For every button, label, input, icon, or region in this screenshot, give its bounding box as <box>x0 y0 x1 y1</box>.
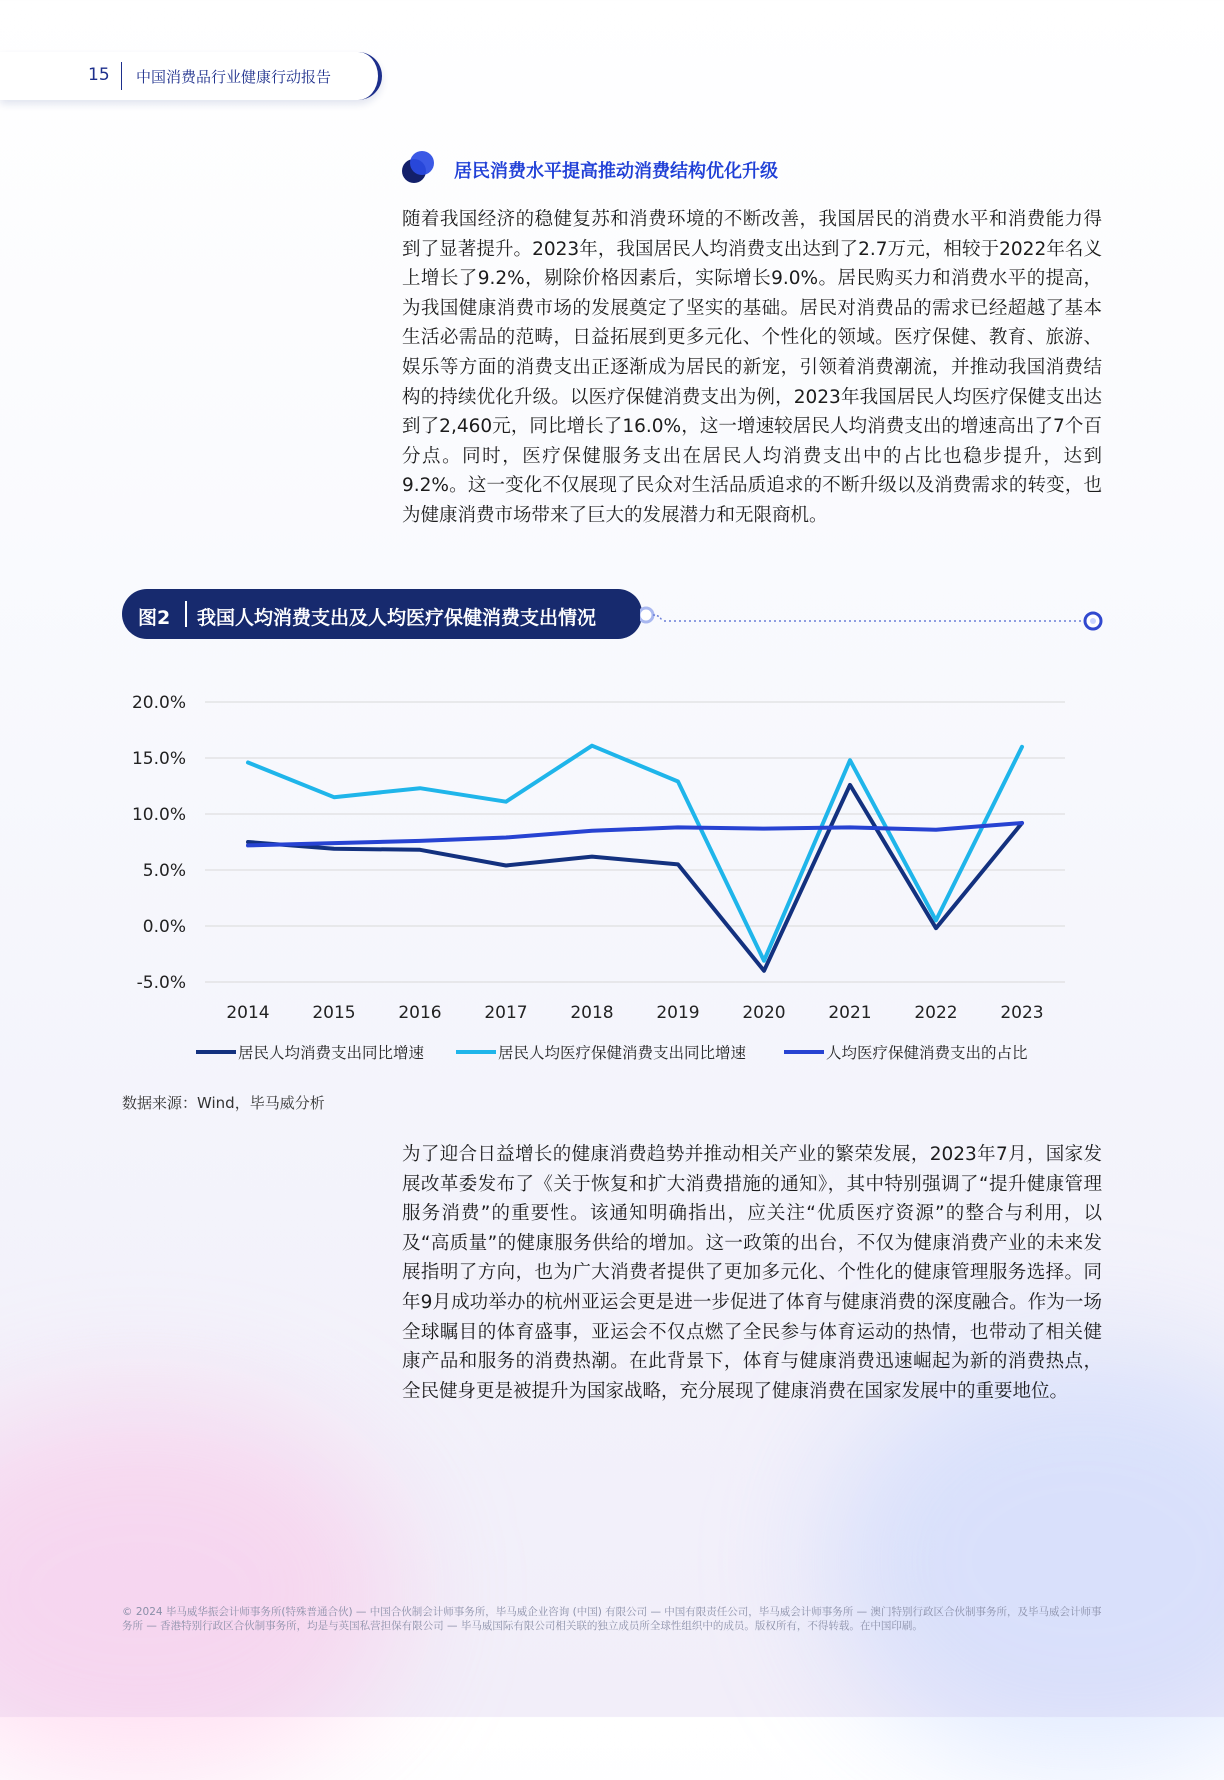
y-tick-label: 0.0% <box>142 917 186 937</box>
line-chart <box>120 680 1120 1075</box>
x-tick-label: 2021 <box>828 1003 872 1023</box>
data-source: 数据来源：Wind，毕马威分析 <box>122 1094 325 1112</box>
x-tick-label: 2022 <box>914 1003 958 1023</box>
y-tick-label: 5.0% <box>142 861 186 881</box>
figure-title: 我国人均消费支出及人均医疗保健消费支出情况 <box>197 607 597 629</box>
section-bullet-icon <box>402 150 436 184</box>
y-tick-label: -5.0% <box>136 973 186 993</box>
x-tick-label: 2015 <box>312 1003 356 1023</box>
series-line-2 <box>248 746 1022 961</box>
legend-label-2: 居民人均医疗保健消费支出同比增速 <box>498 1044 747 1062</box>
background-glow-left <box>0 1400 400 1780</box>
figure-label-divider <box>185 601 187 627</box>
y-tick-label: 15.0% <box>131 749 186 769</box>
background-glow-right <box>824 1350 1224 1770</box>
x-tick-label: 2020 <box>742 1003 786 1023</box>
paragraph-1: 随着我国经济的稳健复苏和消费环境的不断改善，我国居民的消费水平和消费能力得到了显著提升。2023年，我国居民人均消费支出达到了2.7万元，相较于2022年名义上增长了9.2%，剔除价格因素后，实际增长9.0%。居民购买力和消费水平的提高，为我国健康消费市场的发展奠定了坚实的基础。居民对消费品的需求已经超越了基本生活必需品的范畴，日益拓展到更多元化、个性化的领域。医疗保健、教育、旅游、娱乐等方面的消费支出正逐渐成为居民的新宠，引领着消费潮流，并推动我国消费结构的持续优化升级。以医疗保健消费支出为例，2023年我国居民人均医疗保健支出达到了2,460元，同比增长了16.0%，这一增速较居民人均消费支出的增速高出了7个百分点。同时，医疗保健服务支出在居民人均消费支出中的占比也稳步提升，达到9.2%。这一变化不仅展现了民众对生活品质追求的不断升级以及消费需求的转变，也为健康消费市场带来了巨大的发展潜力和无限商机。 <box>402 209 1102 526</box>
series-line-1 <box>248 785 1022 971</box>
x-tick-label: 2017 <box>484 1003 528 1023</box>
x-tick-label: 2023 <box>1000 1003 1044 1023</box>
figure-decoration-line <box>640 590 1110 640</box>
legend-label-1: 居民人均消费支出同比增速 <box>238 1044 425 1062</box>
series-line-3 <box>248 823 1022 845</box>
x-tick-label: 2018 <box>570 1003 614 1023</box>
copyright-footer: © 2024 毕马威华振会计师事务所(特殊普通合伙) — 中国合伙制会计师事务所，毕马威企业咨询 (中国) 有限公司 — 中国有限责任公司，毕马威会计师事务所 — 澳门特别行政区合伙制事务所，及毕马威会计师事务所 — 香港特别行政区合伙制事务所，均是与英国私营担保有限公司 — 毕马威国际有限公司相关联的独立成员所全球性组织中的成员。版权所有，不得转载。在中国印刷。 <box>122 1606 1102 1632</box>
y-tick-label: 10.0% <box>131 805 186 825</box>
figure-label <box>122 589 642 639</box>
section-title: 居民消费水平提高推动消费结构优化升级 <box>454 161 778 182</box>
y-tick-label: 20.0% <box>131 693 186 713</box>
x-tick-label: 2016 <box>398 1003 442 1023</box>
report-title: 中国消费品行业健康行动报告 <box>136 68 332 86</box>
header-divider <box>121 62 122 90</box>
x-tick-label: 2014 <box>226 1003 270 1023</box>
legend-label-3: 人均医疗保健消费支出的占比 <box>826 1044 1028 1062</box>
x-tick-label: 2019 <box>656 1003 700 1023</box>
page-number: 15 <box>88 65 110 85</box>
paragraph-2: 为了迎合日益增长的健康消费趋势并推动相关产业的繁荣发展，2023年7月，国家发展改革委发布了《关于恢复和扩大消费措施的通知》，其中特别强调了“提升健康管理服务消费”的重要性。该通知明确指出，应关注“优质医疗资源”的整合与利用，以及“高质量”的健康服务供给的增加。这一政策的出台，不仅为健康消费产业的未来发展指明了方向，也为广大消费者提供了更加多元化、个性化的健康管理服务选择。同年9月成功举办的杭州亚运会更是进一步促进了体育与健康消费的深度融合。作为一场全球瞩目的体育盛事，亚运会不仅点燃了全民参与体育运动的热情，也带动了相关健康产品和服务的消费热潮。在此背景下，体育与健康消费迅速崛起为新的消费热点，全民健身更是被提升为国家战略，充分展现了健康消费在国家发展中的重要地位。 <box>402 1144 1102 1402</box>
page-header-tab <box>0 52 382 100</box>
figure-number: 图2 <box>138 607 171 629</box>
